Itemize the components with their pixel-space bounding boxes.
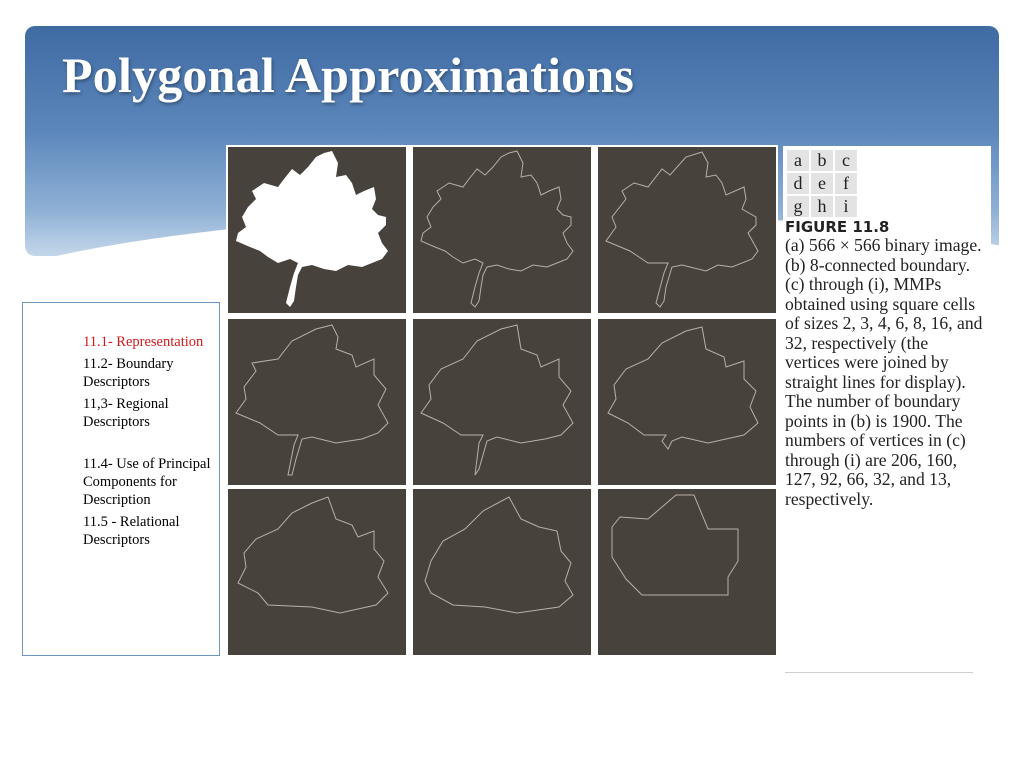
figure-panel-i — [598, 489, 776, 655]
outline-item-relational-descriptors[interactable]: 11.5 - Relational Descriptors — [83, 514, 180, 548]
outline-item-representation[interactable]: 11.1- Representation — [83, 334, 204, 350]
figure-panel-h — [413, 489, 591, 655]
panel-letter: c — [834, 149, 858, 172]
panel-letter: f — [834, 172, 858, 195]
leaf-mmp-outline — [236, 325, 388, 475]
panel-letter: e — [810, 172, 834, 195]
slide-title: Polygonal Approximations — [62, 47, 635, 103]
leaf-polygon-outline — [425, 497, 573, 613]
leaf-filled-shape — [236, 151, 388, 307]
figure-panel-d — [228, 319, 406, 485]
figure-panel-b — [413, 147, 591, 313]
leaf-mmp-outline — [606, 152, 758, 307]
figure-caption-panel — [783, 146, 991, 676]
panel-letter: h — [810, 195, 834, 218]
outline-item-regional-descriptors[interactable]: 11,3- Regional Descriptors — [83, 396, 169, 430]
outline-item-boundary-descriptors[interactable]: 11.2- Boundary Descriptors — [83, 356, 174, 390]
outline-box — [22, 302, 220, 656]
leaf-polygon-outline — [612, 495, 738, 595]
panel-letter: a — [786, 149, 810, 172]
panel-letter: d — [786, 172, 810, 195]
outline-item-principal-components[interactable]: 11.4- Use of Principal Components for Description — [83, 456, 211, 508]
panel-letter: g — [786, 195, 810, 218]
figure-panel-c — [598, 147, 776, 313]
figure-label: FIGURE 11.8 — [785, 218, 890, 236]
leaf-polygon-outline — [238, 497, 388, 613]
outline-list — [23, 303, 219, 549]
panel-letter-key — [785, 148, 859, 219]
figure-panel-f — [598, 319, 776, 485]
caption-divider — [785, 672, 973, 673]
leaf-mmp-outline — [421, 325, 573, 475]
leaf-boundary-outline — [421, 151, 573, 307]
figure-panel-e — [413, 319, 591, 485]
panel-letter: i — [834, 195, 858, 218]
panel-letter: b — [810, 149, 834, 172]
leaf-mmp-outline — [608, 327, 758, 449]
figure-panel-a — [228, 147, 406, 313]
figure-caption: (a) 566 × 566 binary image. (b) 8-connected boundary. (c) through (i), MMPs obtained using square cells of sizes 2, 3, 4, 6, 8, 16, and 32, respectively (the vertices were joined by straight lines for display). The number of boundary points in (b) is 1900. The numbers of vertices in (c) through (i) are 206, 160, 127, 92, 66, 32, and 13, respectively. — [785, 235, 983, 509]
figure-panel-g — [228, 489, 406, 655]
figure-image-grid — [226, 145, 778, 657]
